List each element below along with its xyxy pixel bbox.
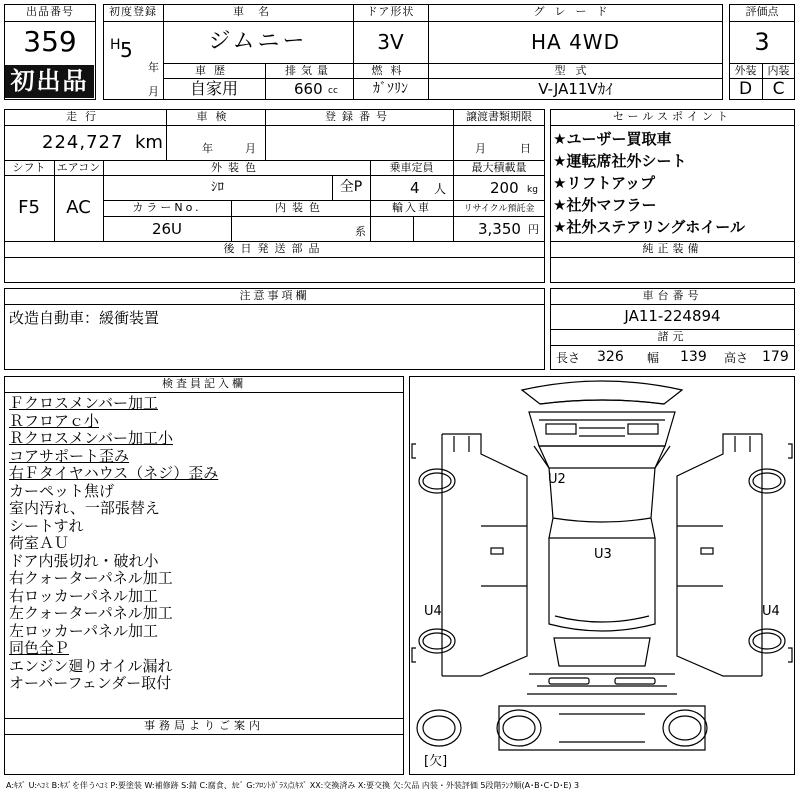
width-value: 139 xyxy=(680,349,707,365)
sales-point-item: ★社外ステアリングホイール xyxy=(553,218,745,236)
damage-mark-roof: U2 xyxy=(548,472,566,487)
color-no-label: カラーNo. xyxy=(132,202,202,214)
height-value: 179 xyxy=(762,349,789,365)
load-label: 最大積載量 xyxy=(471,162,527,174)
mileage-unit: km xyxy=(135,132,163,153)
genuine-label: 純正装備 xyxy=(642,243,703,255)
length-value: 326 xyxy=(597,349,624,365)
ext-color-full: 全P xyxy=(339,179,363,195)
inspector-note: ドア内張切れ・破れ小 xyxy=(9,551,159,570)
exterior-value: D xyxy=(738,79,753,99)
ext-color-value: ｼﾛ xyxy=(211,180,224,195)
displacement-unit: cc xyxy=(328,86,338,96)
transfer-label: 譲渡書類期限 xyxy=(466,111,532,123)
lot-number-label: 出品番号 xyxy=(26,6,74,18)
load-value: 200 xyxy=(490,179,519,197)
era-prefix: H xyxy=(110,37,121,53)
inspector-note: カーペット焦げ xyxy=(9,481,115,500)
missing-mark: [欠] xyxy=(424,754,448,769)
color-no-value: 26U xyxy=(151,220,183,238)
history-label: 車歴 xyxy=(195,65,233,77)
int-color-suffix: 系 xyxy=(355,225,366,238)
interior-label: 内装 xyxy=(767,65,790,77)
fuel-label: 燃料 xyxy=(371,65,410,77)
inspection-month-unit: 月 xyxy=(245,142,256,155)
inspector-note: Ｒフロアｃ小 xyxy=(9,411,100,430)
shift-label: シフト xyxy=(12,162,46,174)
recycle-label: リサイクル預託金 xyxy=(463,204,535,214)
import-label: 輸入車 xyxy=(392,202,431,214)
first-reg-month-unit: 月 xyxy=(148,85,159,98)
ext-color-label: 外装色 xyxy=(211,162,262,174)
car-name: ジムニー xyxy=(208,29,308,54)
damage-mark-left: U4 xyxy=(424,604,442,619)
damage-mark-right: U4 xyxy=(762,604,780,619)
first-reg-year-unit: 年 xyxy=(148,61,159,74)
chassis-label: 車台番号 xyxy=(642,290,703,302)
dims-label: 諸元 xyxy=(657,331,688,343)
door-value: 3V xyxy=(377,30,404,54)
inspector-note: シートすれ xyxy=(9,516,84,535)
fuel-value: ｶﾞｿﾘﾝ xyxy=(373,81,408,97)
inspection-year-unit: 年 xyxy=(202,142,213,155)
inspector-note: コアサポート歪み xyxy=(9,446,130,465)
inspector-note: 室内汚れ、一部張替え xyxy=(9,499,160,517)
inspector-note: 左ロッカーパネル加工 xyxy=(9,621,158,640)
width-label: 幅 xyxy=(647,351,660,365)
notes-text: 改造自動車：緩衝装置 xyxy=(9,309,160,327)
door-label: ドア形状 xyxy=(366,6,415,18)
office-label: 事務局よりご案内 xyxy=(144,720,264,732)
later-parts-label: 後日発送部品 xyxy=(223,243,326,255)
model-label: 型式 xyxy=(554,65,597,77)
inspector-note: オーバーフェンダー取付 xyxy=(9,674,172,692)
mileage-value: 224,727 xyxy=(42,132,124,153)
inspector-note: 右Ｆタイヤハウス（ネジ）歪み xyxy=(9,464,219,482)
length-label: 長さ xyxy=(556,351,581,365)
inspector-note: Ｒクロスメンバー加工小 xyxy=(9,429,173,447)
model-value: V-JA11Vｶｲ xyxy=(538,80,613,98)
recycle-unit: 円 xyxy=(528,223,539,236)
first-listing-badge: 初出品 xyxy=(5,65,94,98)
hood-outline xyxy=(529,412,675,446)
sales-points-label: セールスポイント xyxy=(612,111,732,123)
damage-mark-center: U3 xyxy=(594,547,612,562)
inspector-note: エンジン廻りオイル漏れ xyxy=(9,656,173,675)
shift-value: F5 xyxy=(18,197,40,218)
score-value: 3 xyxy=(754,28,770,56)
height-label: 高さ xyxy=(724,351,749,365)
ac-label: エアコン xyxy=(56,162,101,174)
history-value: 自家用 xyxy=(189,79,238,98)
transfer-month-unit: 月 xyxy=(475,142,486,155)
capacity-unit: 人 xyxy=(434,182,447,196)
score-label: 評価点 xyxy=(745,6,779,18)
interior-value: C xyxy=(772,79,785,99)
capacity-label: 乗車定員 xyxy=(389,162,434,174)
inspector-note: Ｆクロスメンバー加工 xyxy=(9,394,158,412)
grade-value: HA 4WD xyxy=(531,30,620,54)
capacity-value: 4 xyxy=(410,179,420,197)
inspection-label: 車検 xyxy=(196,111,235,123)
car-diagram xyxy=(409,376,795,775)
displacement-label: 排気量 xyxy=(285,65,333,77)
reg-no-label: 登録番号 xyxy=(325,111,393,123)
inspector-note: 右ロッカーパネル加工 xyxy=(9,586,158,605)
first-reg-year: 5 xyxy=(120,38,133,62)
sales-point-item: ★運転席社外シート xyxy=(553,152,687,170)
notes-label: 注意事項欄 xyxy=(239,290,310,302)
inspector-note: 荷室ＡＵ xyxy=(9,534,70,552)
sales-point-item: ★ユーザー買取車 xyxy=(553,130,672,148)
first-reg-label: 初度登録 xyxy=(109,6,157,18)
sales-point-item: ★社外マフラー xyxy=(553,196,657,214)
recycle-value: 3,350 xyxy=(478,220,521,238)
int-color-label: 内装色 xyxy=(275,202,326,214)
windshield xyxy=(539,446,665,468)
car-name-label: 車名 xyxy=(233,6,283,18)
sales-point-item: ★リフトアップ xyxy=(553,174,655,192)
legend: A:ｷｽﾞ U:ﾍｺﾐ B:ｷｽﾞを伴うﾍｺﾐ P:要塗装 W:補修跡 S:錆 C:腐食、ｶﾋﾞ G:ﾌﾛﾝﾄｶﾞﾗｽ点ｷｽﾞ XX:交換済み X:要交換 欠:欠品 内装・外装評価 5段階ﾗﾝｸ順(A･B･C･D･E) 3 xyxy=(6,781,580,790)
grade-label: グレード xyxy=(533,6,618,18)
lot-number: 359 xyxy=(23,25,77,58)
roof-outline xyxy=(534,446,670,538)
exterior-label: 外装 xyxy=(734,65,757,77)
inspector-note: 左クォーターパネル加工 xyxy=(9,604,173,622)
displacement-value: 660 xyxy=(294,80,323,98)
inspector-note: 同色全Ｐ xyxy=(9,639,70,657)
inspector-label: 検査員記入欄 xyxy=(162,378,246,390)
inspector-note: 右クォーターパネル加工 xyxy=(9,569,173,587)
mileage-label: 走行 xyxy=(66,111,104,123)
chassis-value: JA11-224894 xyxy=(624,307,721,325)
ac-value: AC xyxy=(66,197,91,218)
load-unit: kg xyxy=(527,185,538,195)
transfer-day-unit: 日 xyxy=(520,142,531,155)
